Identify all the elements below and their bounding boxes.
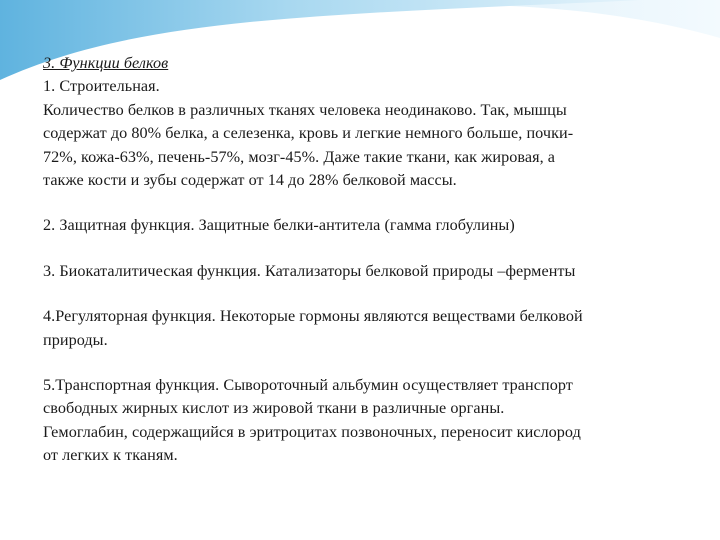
section4-line: природы.: [43, 330, 108, 349]
spacer: [43, 238, 693, 260]
spacer: [43, 192, 693, 214]
section1-line: Количество белков в различных тканях человека неодинаково. Так, мышцы: [43, 100, 567, 119]
section1-line: 72%, кожа-63%, печень-57%, мозг-45%. Даже такие ткани, как жировая, а: [43, 147, 556, 166]
slide-content: [43, 52, 693, 468]
slide-heading: 3. Функции белков: [43, 54, 169, 72]
section1-line: также кости и зубы содержат от 14 до 28% белковой массы.: [43, 171, 457, 190]
section2-text: 2. Защитная функция. Защитные белки-антитела (гамма глобулины): [43, 216, 515, 235]
spacer: [43, 283, 693, 305]
section1-line: содержат до 80% белка, а селезенка, кровь и легкие немного больше, почки-: [43, 124, 574, 143]
section1-title: 1. Строительная.: [43, 77, 160, 96]
section3-text: 3. Биокаталитическая функция. Катализаторы белковой природы –ферменты: [43, 261, 576, 280]
section5-line: свободных жирных кислот из жировой ткани в различные органы.: [43, 399, 505, 418]
section4-line: 4.Регуляторная функция. Некоторые гормоны являются веществами белковой: [43, 307, 583, 326]
spacer: [43, 352, 693, 374]
section5-line: 5.Транспортная функция. Сывороточный альбумин осуществляет транспорт: [43, 376, 573, 395]
section5-line: от легких к тканям.: [43, 446, 178, 465]
section5-line: Гемоглабин, содержащийся в эритроцитах позвоночных, переносит кислород: [43, 422, 581, 441]
